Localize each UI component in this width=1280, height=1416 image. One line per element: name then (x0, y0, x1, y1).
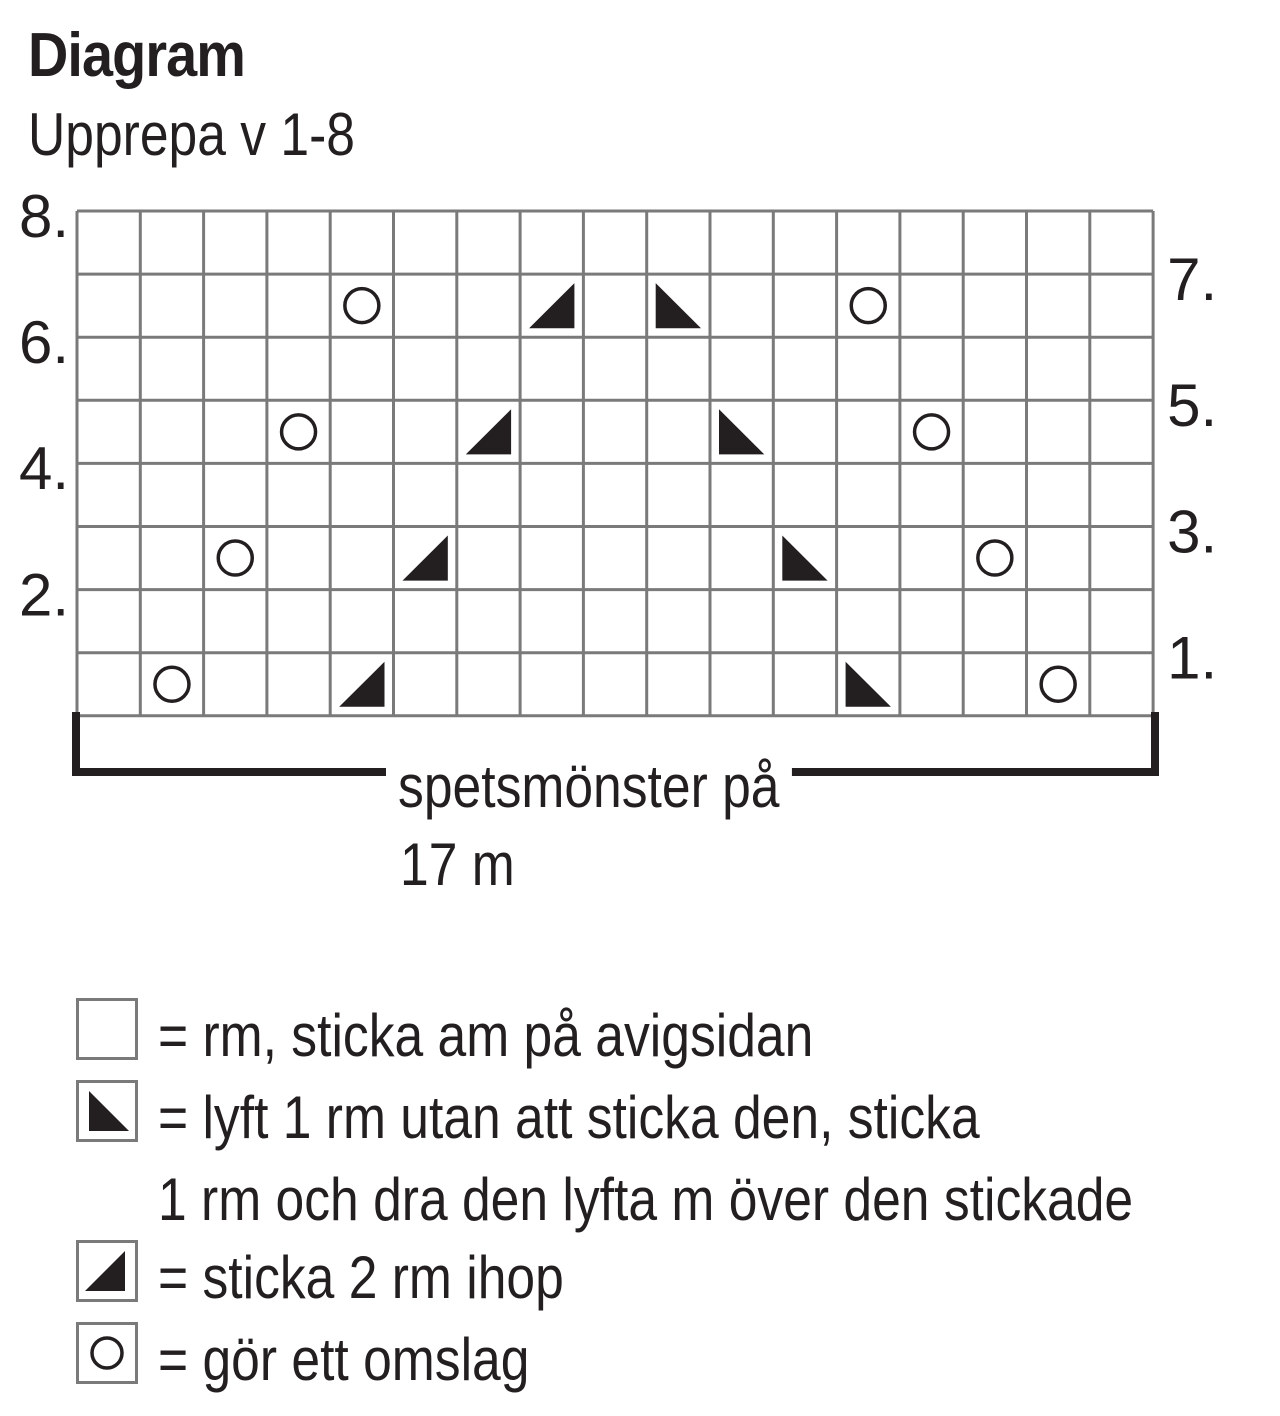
yarn-over-symbol (155, 667, 189, 701)
legend-text-skp-line-1: = lyft 1 rm utan att sticka den, sticka (158, 1084, 980, 1151)
row-label-2: 2. (18, 561, 69, 629)
empty-square-icon (76, 998, 138, 1060)
yarn-over-symbol (978, 541, 1012, 575)
yarn-over-circle-icon (76, 1322, 138, 1384)
chart-grid (77, 211, 1153, 716)
skp-symbol (656, 283, 701, 328)
row-label-3: 3. (1167, 498, 1218, 566)
yarn-over-symbol (282, 415, 316, 449)
k2tog-symbol (403, 536, 448, 581)
row-label-5: 5. (1167, 372, 1218, 440)
k2tog-symbol (339, 662, 384, 707)
yarn-over-symbol (345, 289, 379, 323)
skp-symbol (782, 536, 827, 581)
row-label-8: 8. (18, 182, 69, 250)
row-label-1: 1. (1167, 624, 1218, 692)
row-label-7: 7. (1167, 245, 1218, 313)
page-subtitle: Upprepa v 1-8 (28, 101, 355, 168)
k2tog-symbol (466, 409, 511, 454)
repeat-caption-line-2: 17 m (400, 831, 515, 898)
yarn-over-symbol (851, 289, 885, 323)
yarn-over-symbol (218, 541, 252, 575)
page-title: Diagram (28, 21, 245, 90)
legend-text-k2tog: = sticka 2 rm ihop (158, 1244, 564, 1311)
skp-symbol (846, 662, 891, 707)
chart-symbols (155, 283, 1075, 707)
legend-text-knit: = rm, sticka am på avigsidan (158, 1002, 814, 1069)
row-labels (19, 183, 1217, 692)
row-label-4: 4. (18, 435, 69, 503)
legend-text-yarn-over: = gör ett omslag (158, 1326, 530, 1393)
yarn-over-symbol (915, 415, 949, 449)
yarn-over-symbol (1041, 667, 1075, 701)
k2tog-triangle-icon (76, 1240, 138, 1302)
skp-triangle-icon (76, 1080, 138, 1142)
row-label-6: 6. (18, 309, 69, 377)
legend-text-skp-line-2: 1 rm och dra den lyfta m över den stickade (158, 1166, 1134, 1233)
skp-symbol (719, 409, 764, 454)
repeat-caption-line-1: spetsmönster på (386, 752, 792, 821)
k2tog-symbol (529, 283, 574, 328)
